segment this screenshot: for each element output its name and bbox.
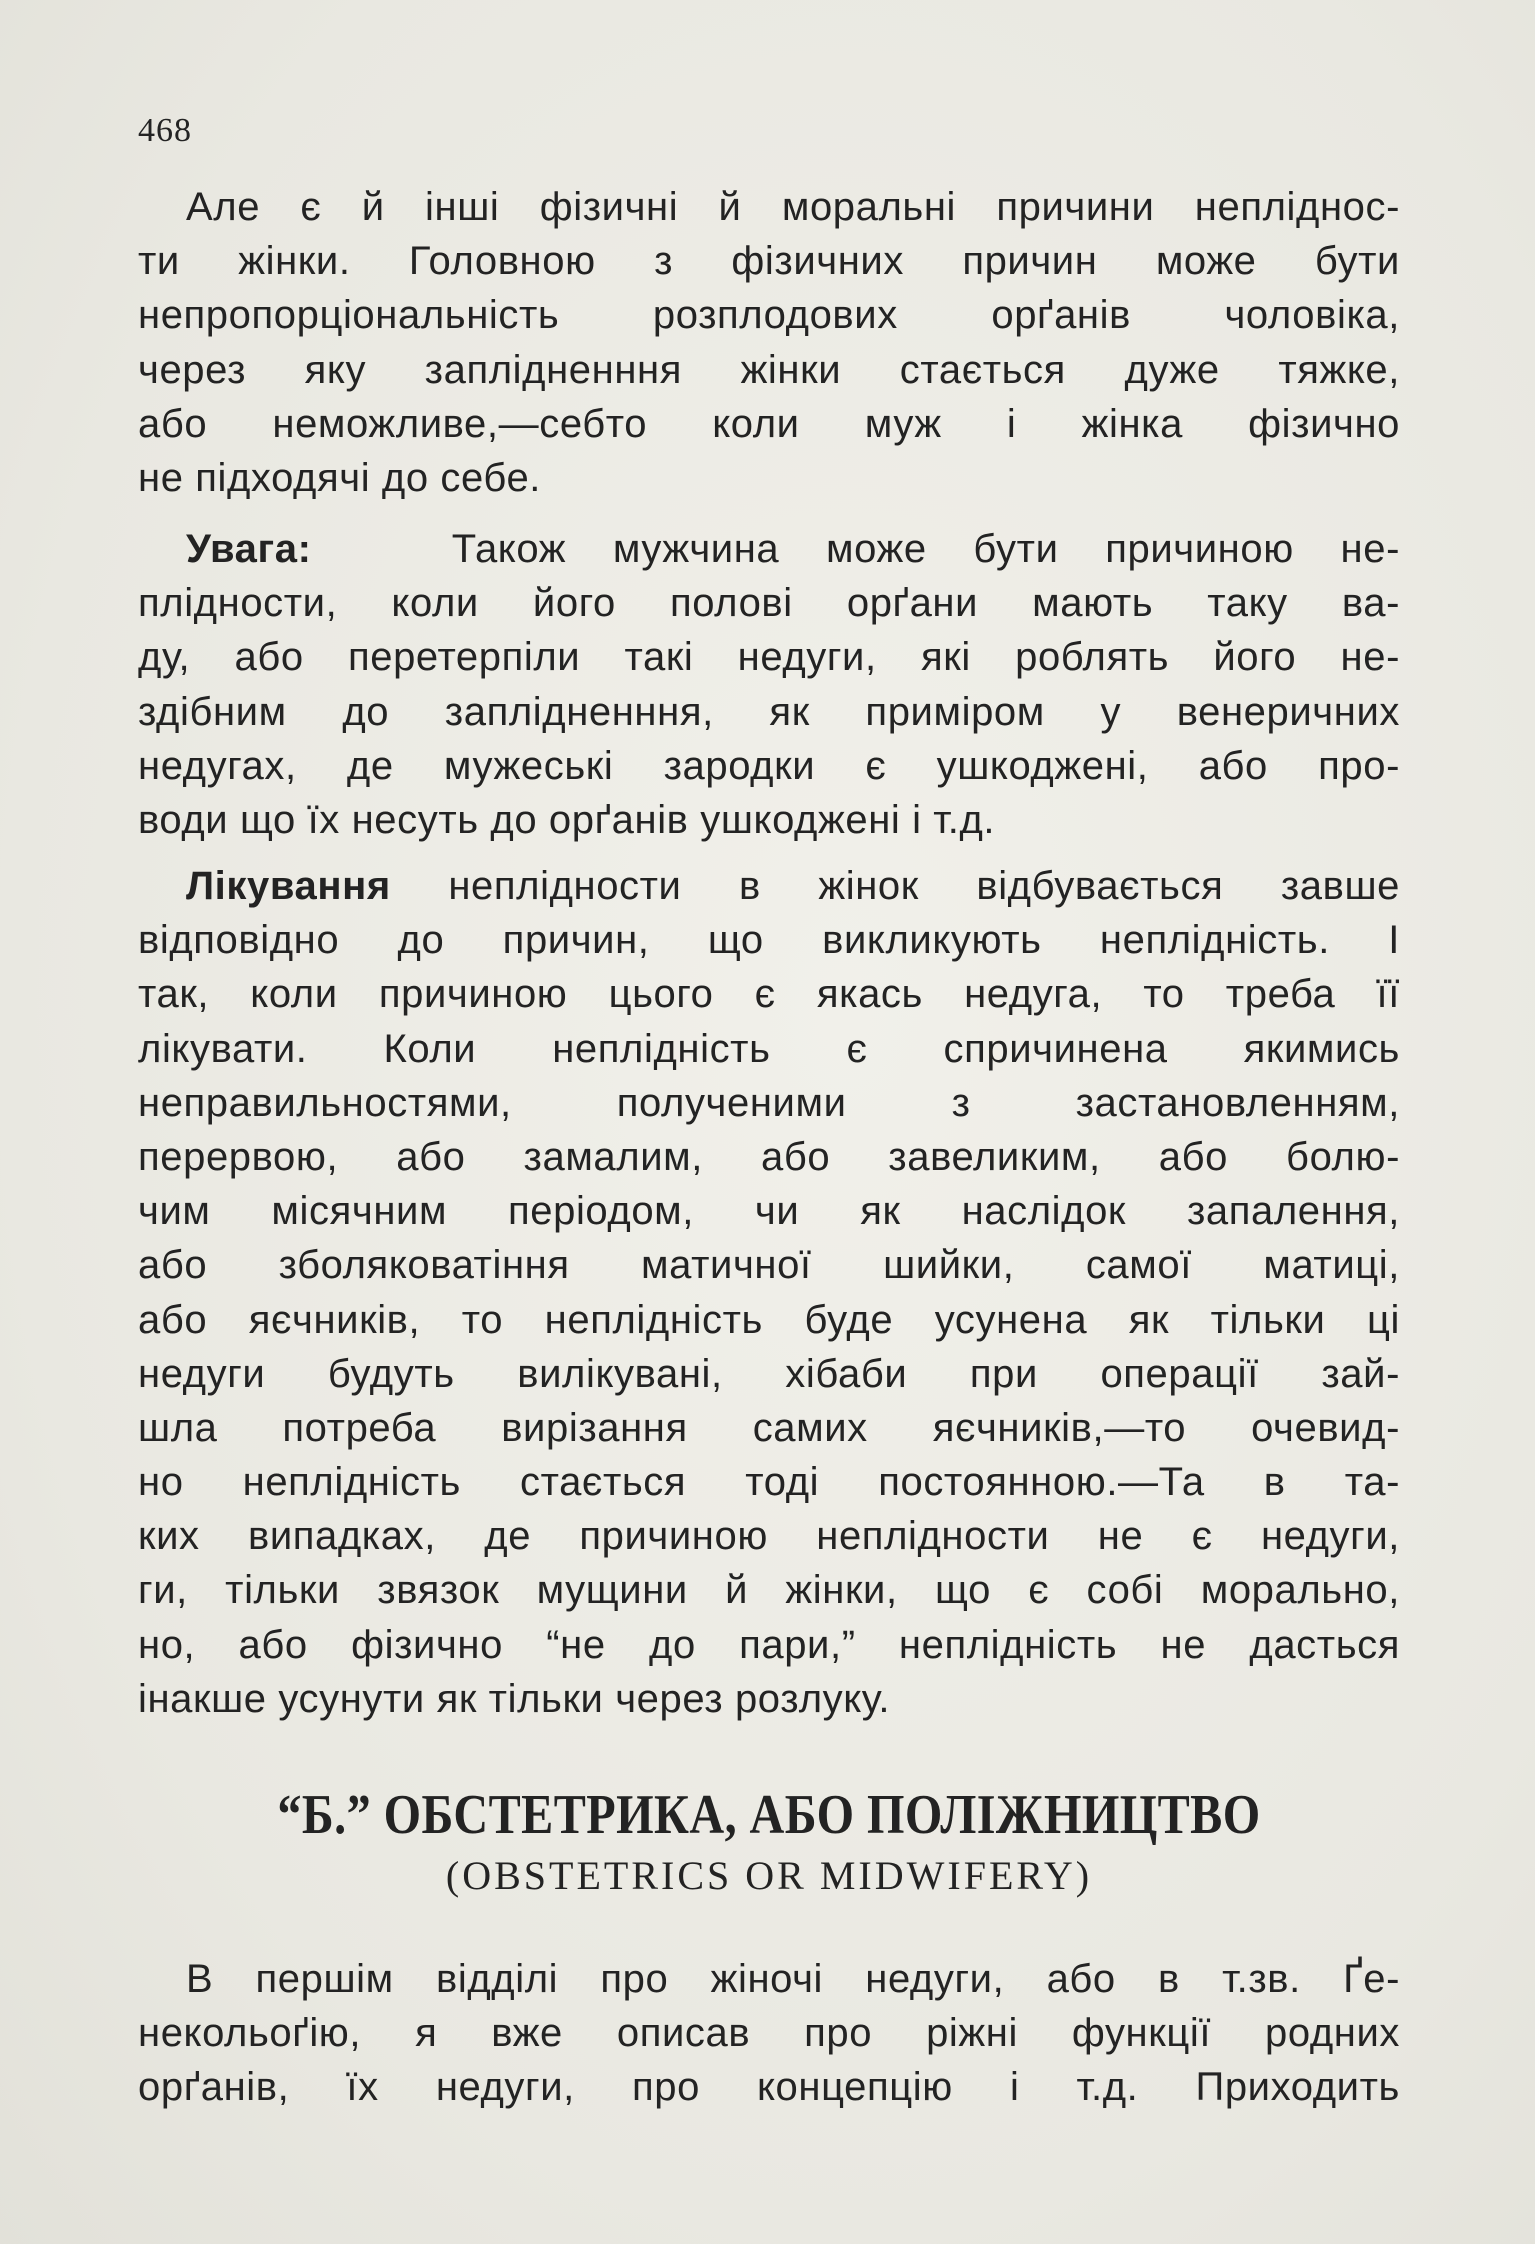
text-line: некольоґію, я вже описав про ріжні функції родних [138, 2011, 1400, 2056]
text-line: непропорціональність розплодових орґанів чоловіка, [138, 293, 1400, 338]
paragraph [138, 1952, 1400, 2115]
text-line: но неплідність стається тоді постоянною.—Та в та- [138, 1460, 1400, 1505]
text-line: відповідно до причин, що викликують неплідність. І [138, 918, 1400, 963]
text-fragment: Також мужчина може бути причиною не- [451, 527, 1401, 571]
section-heading: “Б.” ОБСТЕТРИКА, АБО ПОЛІЖНИЦТВО [277, 1784, 1261, 1846]
text-line: або неможливе,—себто коли муж і жінка фізично [138, 401, 1400, 446]
text-line: В першім відділі про жіночі недуги, або в т.зв. Ґе- [186, 1957, 1400, 2001]
paragraph-label: Лікування [186, 864, 391, 908]
text-line: так, коли причиною цього є якась недуга, то треба її [138, 972, 1400, 1017]
text-line: через яку заплідненння жінки стається дуже тяжке, [138, 347, 1400, 392]
text-line: недугах, де мужеські зародки є ушкоджені, або про- [138, 743, 1400, 788]
text-line: шла потреба вирізання самих яєчників,—то очевид- [138, 1405, 1400, 1450]
text-line: лікувати. Коли неплідність є спричинена якимись [138, 1026, 1400, 1071]
text-fragment: неплідности в жінок відбувається завше [448, 864, 1400, 908]
text-line: но, або фізично “не до пари,” неплідність не дасться [138, 1622, 1400, 1667]
paragraph [138, 859, 1400, 1726]
text-line: не підходячі до себе. [138, 455, 542, 500]
page-number: 468 [138, 112, 192, 149]
text-line: води що їх несуть до орґанів ушкоджені і т.д. [138, 797, 996, 842]
paragraph [138, 180, 1400, 505]
text-line: плідности, коли його полові орґани мають таку ва- [138, 581, 1400, 626]
text-line [138, 859, 1400, 913]
paragraph [138, 522, 1400, 847]
text-line: або зболяковатіння матичної шийки, самої матиці, [138, 1243, 1400, 1288]
text-line: інакше усунути як тільки через розлуку. [138, 1676, 891, 1721]
text-line [138, 522, 1400, 576]
text-line: чим місячним періодом, чи як наслідок запалення, [138, 1189, 1400, 1234]
text-line: здібним до заплідненння, як приміром у венеричних [138, 689, 1400, 734]
text-line: ких випадках, де причиною неплідности не є недуги, [138, 1514, 1400, 1559]
text-line: ги, тільки звязок мущини й жінки, що є собі морально, [138, 1568, 1400, 1613]
text-line: Але є й інші фізичні й моральні причини непліднос- [186, 185, 1400, 229]
text-line: або яєчників, то неплідність буде усунена як тільки ці [138, 1297, 1400, 1342]
section-subheading: (OBSTETRICS OR MIDWIFERY) [445, 1853, 1093, 1898]
text-line: ти жінки. Головною з фізичних причин може бути [138, 239, 1400, 284]
text-line: перервою, або замалим, або завеликим, або болю- [138, 1134, 1400, 1179]
text-line: недуги будуть вилікувані, хібаби при операції зай- [138, 1351, 1400, 1396]
paragraph-label: Увага: [186, 527, 312, 571]
text-line: ду, або перетерпіли такі недуги, які роблять його не- [138, 635, 1400, 680]
text-line: орґанів, їх недуги, про концепцію і т.д. Приходить [138, 2065, 1400, 2110]
text-line: неправильностями, полученими з застановленням, [138, 1080, 1400, 1125]
